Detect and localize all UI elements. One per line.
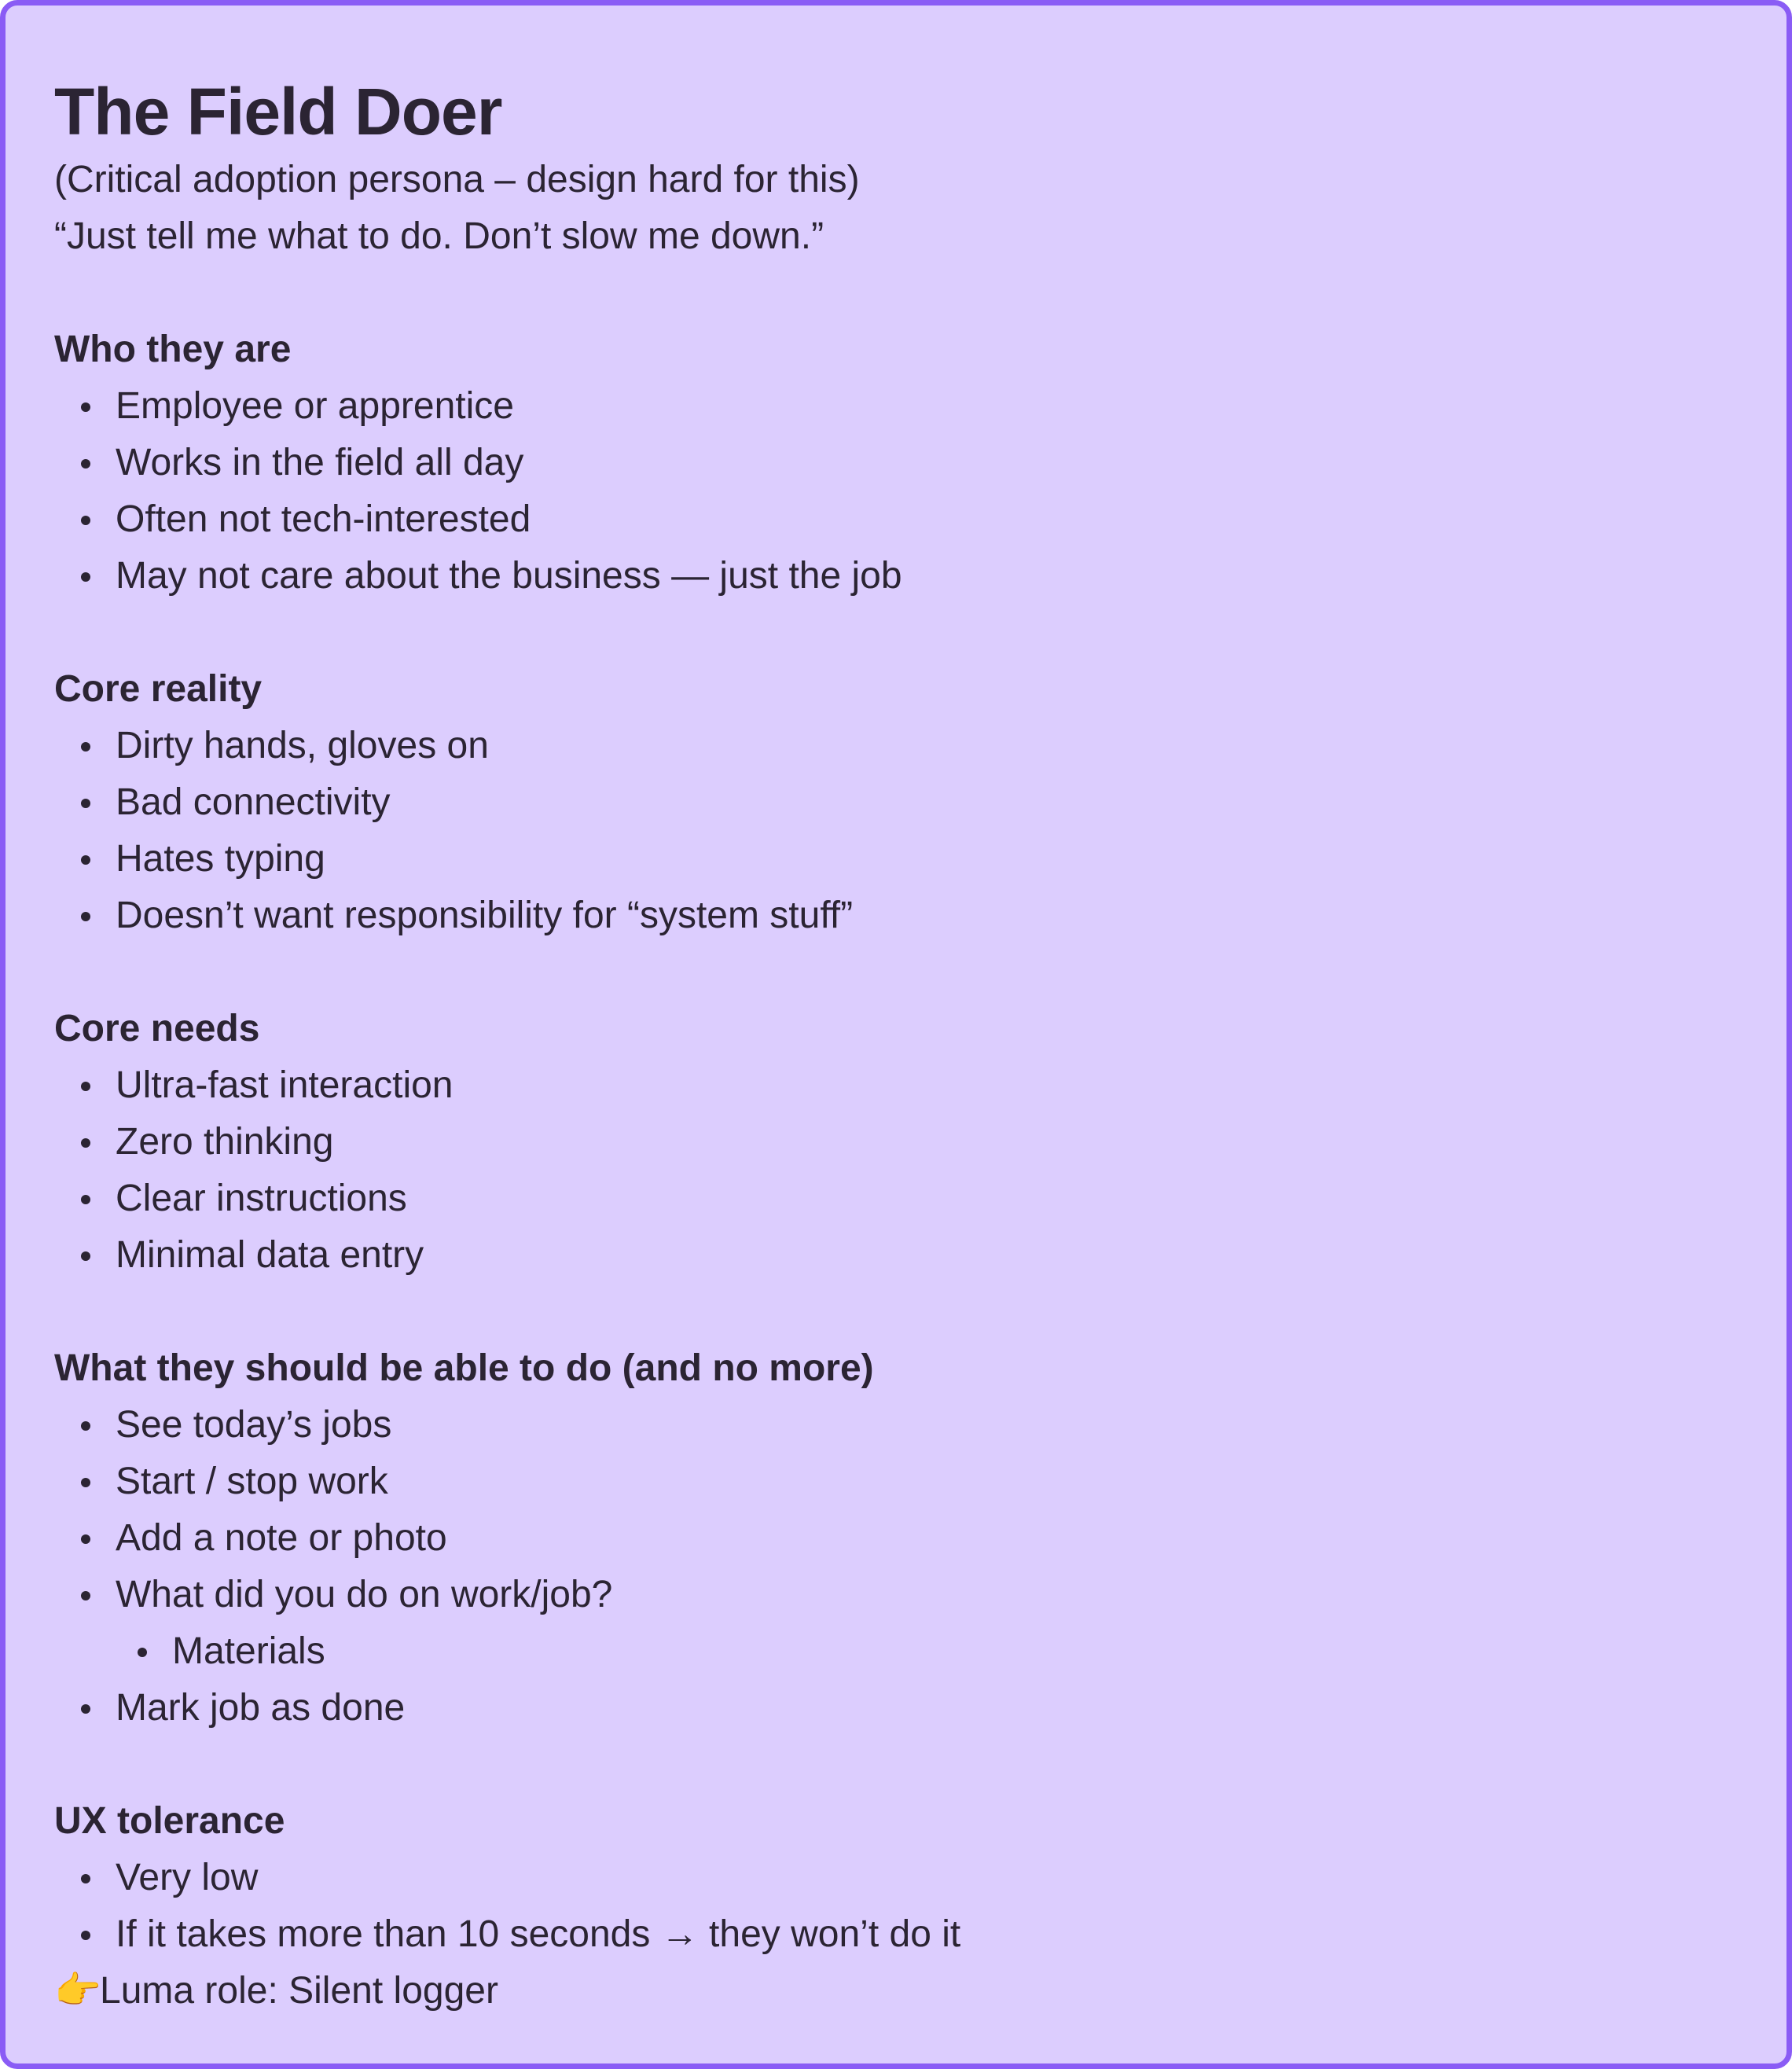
list-item: Ultra-fast interaction xyxy=(54,1057,1786,1114)
section-core-reality xyxy=(54,661,1786,944)
list-item: Hates typing xyxy=(54,831,1786,888)
persona-title: The Field Doer xyxy=(54,75,502,149)
section-heading: Core needs xyxy=(54,1008,260,1049)
luma-role-text: Luma role: Silent logger xyxy=(100,1970,498,2012)
list-item: Zero thinking xyxy=(54,1114,1786,1170)
list-item: Minimal data entry xyxy=(54,1227,1786,1284)
pointing-hand-icon: 👉 xyxy=(54,1970,101,2012)
list-item: Add a note or photo xyxy=(54,1510,1786,1567)
list-item: Bad connectivity xyxy=(54,774,1786,831)
bullet-list xyxy=(54,378,1786,605)
persona-quote: “Just tell me what to do. Don’t slow me down.” xyxy=(54,215,824,257)
list-item: Doesn’t want responsibility for “system stuff” xyxy=(54,888,1786,944)
persona-subtitle: (Critical adoption persona – design hard for this) xyxy=(54,159,860,200)
section-heading: UX tolerance xyxy=(54,1800,285,1842)
list-item: Mark job as done xyxy=(54,1680,1786,1736)
bullet-list xyxy=(54,1397,1786,1736)
list-item: Dirty hands, gloves on xyxy=(54,718,1786,774)
spacer xyxy=(54,1736,1786,1793)
spacer xyxy=(54,944,1786,1001)
bullet-list xyxy=(54,1057,1786,1284)
bullet-list xyxy=(54,718,1786,944)
luma-role-line xyxy=(54,1963,1786,2019)
section-heading: Who they are xyxy=(54,329,292,370)
spacer xyxy=(54,265,1786,322)
list-item: Start / stop work xyxy=(54,1453,1786,1510)
section-who-they-are xyxy=(54,322,1786,605)
section-capabilities xyxy=(54,1340,1786,1736)
list-item: Works in the field all day xyxy=(54,435,1786,491)
list-item: Often not tech-interested xyxy=(54,491,1786,548)
nested-list-item: Materials xyxy=(54,1623,1786,1680)
spacer xyxy=(54,1284,1786,1340)
list-item: May not care about the business — just the job xyxy=(54,548,1786,605)
list-item: What did you do on work/job? xyxy=(54,1567,1786,1623)
list-item: Clear instructions xyxy=(54,1170,1786,1227)
list-item: Very low xyxy=(54,1850,1786,1906)
section-heading: Core reality xyxy=(54,668,263,710)
bullet-list xyxy=(54,1850,1786,1963)
list-item: Employee or apprentice xyxy=(54,378,1786,435)
list-item: If it takes more than 10 seconds → they won’t do it xyxy=(54,1906,1786,1963)
list-item: See today’s jobs xyxy=(54,1397,1786,1453)
section-core-needs xyxy=(54,1001,1786,1284)
spacer xyxy=(54,605,1786,661)
section-heading: What they should be able to do (and no more) xyxy=(54,1347,874,1389)
section-ux-tolerance xyxy=(54,1793,1786,1963)
